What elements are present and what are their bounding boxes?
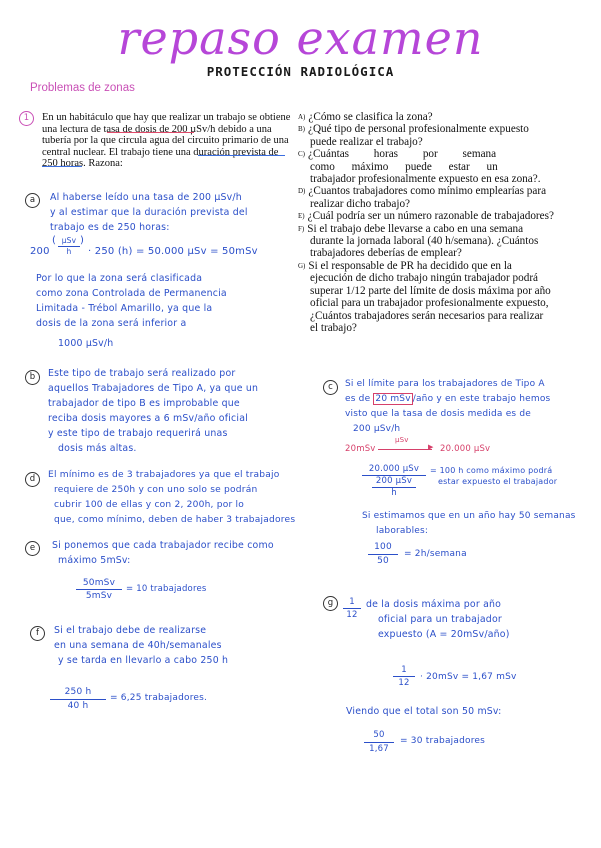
answer-line: reciba dosis mayores a 6 mSv/año oficial: [48, 413, 248, 424]
fraction-denominator: 50: [377, 556, 389, 566]
fraction-numerator: 100: [368, 541, 398, 555]
answer-a-eq-paren-l: (: [52, 235, 57, 246]
answer-g-fraction: [343, 596, 361, 621]
question-g-cont: oficial para un trabajador profesionalmente expuesto,: [310, 297, 549, 310]
conversion-right: 20.000 µSv: [440, 444, 491, 454]
fraction-numerator: 50mSv: [76, 577, 122, 590]
answer-d-badge: d: [25, 472, 40, 487]
questions-list: [298, 111, 580, 334]
answer-a-limit: 1000 µSv/h: [58, 338, 114, 349]
answer-c-fraction-2: [368, 541, 398, 568]
statement-line: En un habitáculo que hay que realizar un trabajo se obtiene: [42, 112, 291, 123]
problem-number-badge: 1: [19, 111, 34, 126]
fraction-denominator: 12: [346, 610, 358, 620]
answer-c-result-1: [430, 465, 557, 487]
answer-text: es de: [345, 394, 371, 404]
answer-line: y se tarda en llevarlo a cabo 250 h: [58, 655, 229, 666]
question-f-cont: durante la jornada laboral (40 h/semana). ¿Cuántos: [310, 235, 539, 248]
answer-b-text: [48, 366, 296, 456]
fraction-numerator: 1: [343, 596, 361, 609]
page-subtitle: PROTECCIÓN RADIOLÓGICA: [206, 64, 395, 79]
fraction-denominator: 1,67: [369, 744, 389, 754]
answer-g-calc-fraction: [393, 664, 415, 689]
fraction-numerator: 50: [364, 729, 394, 743]
answer-line: expuesto (A = 20mSv/año): [378, 629, 510, 640]
statement-line: central nuclear. El trabajo tiene una duración prevista de: [42, 146, 279, 158]
answer-c-badge: c: [323, 380, 338, 395]
question-g: [298, 260, 580, 272]
fraction-numerator: 250 h: [50, 686, 106, 700]
answer-line: que, como mínimo, deben de haber 3 trabajadores: [54, 515, 296, 525]
answer-a-badge: a: [25, 193, 40, 208]
answer-c-result-2: = 2h/semana: [404, 549, 467, 559]
answer-a-eq-pre: 200: [30, 246, 50, 257]
question-b: [298, 123, 580, 135]
answer-e-result: = 10 trabajadores: [126, 584, 207, 594]
question-e: [298, 210, 580, 222]
answer-a-eq-fraction: [58, 236, 80, 257]
answer-c-weeks: [362, 509, 594, 539]
question-a: [298, 111, 580, 123]
answer-line: dosis más altas.: [58, 443, 137, 454]
page-title: repaso examen: [117, 11, 484, 65]
answer-line: Si el límite para los trabajadores de Tipo A: [345, 379, 545, 389]
answer-g-total: Viendo que el total son 50 mSv:: [346, 706, 502, 717]
fraction-denominator: h: [66, 247, 72, 256]
answer-line: como zona Controlada de Permanencia: [36, 288, 227, 299]
question-label: A): [298, 113, 306, 121]
answer-line: = 100 h como máximo podrá: [430, 466, 553, 475]
answer-d-text: [48, 468, 300, 528]
fraction-numerator: µSv: [58, 236, 80, 247]
answer-line: Al haberse leído una tasa de 200 µSv/h: [50, 192, 242, 203]
question-g-cont: ¿Cuántos trabajadores serán necesarios para realizar: [310, 309, 544, 322]
answer-line: máximo 5mSv:: [58, 555, 131, 566]
answer-line: Si el trabajo debe de realizarse: [54, 625, 207, 636]
fraction-numerator: 20.000 µSv: [362, 464, 426, 476]
answer-b-badge: b: [25, 370, 40, 385]
answer-f-badge: f: [30, 626, 45, 641]
problem-statement: [42, 112, 292, 170]
answer-f-result: = 6,25 trabajadores.: [110, 693, 208, 703]
answer-a-text: [50, 190, 295, 235]
answer-line: de la dosis máxima por año: [366, 599, 502, 610]
answer-e-badge: e: [25, 541, 40, 556]
answer-g-badge: g: [323, 596, 338, 611]
fraction-denominator-unit: h: [391, 488, 397, 498]
answer-a-eq-post: · 250 (h) = 50.000 µSv = 50mSv: [88, 246, 258, 257]
answer-line: requiere de 250h y con uno solo se podrán: [54, 485, 258, 495]
answer-line: trabajo es de 250 horas:: [50, 222, 170, 233]
answer-line: oficial para un trabajador: [378, 614, 502, 625]
answer-f-text: [54, 623, 299, 668]
answer-a-conclusion: [36, 271, 296, 331]
answer-line: laborables:: [376, 526, 429, 536]
arrow-head-icon: ▶: [428, 444, 434, 451]
question-c-cont: como máximo puede estar un: [310, 160, 498, 173]
answer-line: trabajador de tipo B es improbable que: [48, 398, 240, 409]
fraction-denominator: 40 h: [67, 701, 89, 711]
answer-g-final-fraction: [364, 729, 394, 756]
question-label: G): [298, 261, 306, 270]
question-d: [298, 185, 580, 197]
question-d-cont: realizar dicho trabajo?: [310, 197, 411, 210]
answer-line: y al estimar que la duración prevista del: [50, 207, 248, 218]
answer-line: Este tipo de trabajo será realizado por: [48, 368, 236, 379]
answer-text: /año y en este trabajo hemos: [412, 394, 551, 404]
fraction-denominator: 5mSv: [85, 591, 113, 601]
answer-line: Si estimamos que en un año hay 50 semanas: [362, 511, 576, 521]
question-text: ¿Qué tipo de personal profesionalmente expuesto: [308, 123, 529, 136]
fraction-numerator: 1: [393, 664, 415, 677]
answer-line: 200 µSv/h: [353, 424, 401, 434]
answer-e-text: [52, 538, 297, 568]
hours-underline: [42, 166, 82, 167]
question-text: ¿Cuántas horas por semana: [308, 148, 497, 161]
question-g-cont: ejecución de dicho trabajo ningún trabajador podrá: [310, 272, 539, 285]
question-b-cont: puede realizar el trabajo?: [310, 135, 423, 148]
answer-line: Por lo que la zona será clasificada: [36, 273, 203, 284]
question-f: [298, 223, 580, 235]
question-f-cont: trabajadores deberías de emplear?: [310, 247, 462, 260]
statement-line: tubería por la que circula agua del circuito primario de una: [42, 135, 289, 147]
question-c-cont: trabajador profesionalmente expuesto en esa zona?.: [310, 173, 541, 186]
fraction-denominator: 12: [398, 678, 410, 688]
duration-underline: [198, 155, 285, 156]
statement-line: una lectura de tasa de dosis de 200 µSv/h debido a una: [42, 123, 272, 135]
answer-line: estar expuesto el trabajador: [438, 477, 558, 486]
question-label: B): [298, 125, 305, 134]
answer-line: dosis de la zona será inferior a: [36, 318, 187, 329]
question-text: Si el trabajo debe llevarse a cabo en una semana: [307, 222, 524, 235]
question-label: C): [298, 150, 305, 159]
question-g-cont: el trabajo?: [310, 321, 357, 334]
answer-g-final-result: = 30 trabajadores: [400, 736, 486, 746]
conversion-left: 20mSv: [345, 444, 376, 454]
question-text: Si el responsable de PR ha decidido que en la: [308, 259, 512, 272]
answer-line: en una semana de 40h/semanales: [54, 640, 222, 651]
answer-c-fraction-1: [362, 464, 426, 499]
question-label: E): [298, 212, 305, 221]
answer-line: cubrir 100 de ellas y con 2, 200h, por lo: [54, 500, 244, 510]
question-text: ¿Cuál podría ser un número razonable de trabajadores?: [307, 210, 554, 223]
answer-f-fraction: [50, 686, 106, 713]
answer-line: aquellos Trabajadores de Tipo A, ya que un: [48, 383, 259, 394]
fraction-denominator: 200 µSv: [372, 476, 416, 488]
answer-c-text: [345, 377, 590, 437]
question-label: D): [298, 187, 306, 196]
answer-g-calc-result: · 20mSv = 1,67 mSv: [420, 672, 517, 682]
answer-line: visto que la tasa de dosis medida es de: [345, 409, 532, 419]
question-text: ¿Cuantos trabajadores como mínimo emplearías para: [308, 185, 547, 198]
conversion-arrow-label: µSv: [395, 436, 409, 444]
answer-line: y este tipo de trabajo requerirá unas: [48, 428, 228, 439]
question-c: [298, 148, 580, 160]
dose-rate-underline: [107, 132, 194, 133]
section-title: Problemas de zonas: [30, 82, 135, 94]
answer-line: Si ponemos que cada trabajador recibe como: [52, 540, 274, 551]
conversion-arrow-icon: [378, 449, 432, 450]
answer-a-eq-paren-r: ): [80, 235, 85, 246]
question-text: ¿Cómo se clasifica la zona?: [308, 111, 433, 123]
annual-limit-highlight: 20 mSv: [375, 394, 411, 404]
question-label: F): [298, 224, 305, 233]
answer-line: El mínimo es de 3 trabajadores ya que el trabajo: [48, 470, 280, 480]
answer-line: Limitada - Trébol Amarillo, ya que la: [36, 303, 213, 314]
question-g-cont: superar 1/12 parte del límite de dosis máxima por año: [310, 284, 551, 297]
statement-line: 250 horas. Razona:: [42, 158, 123, 170]
answer-e-fraction: [76, 577, 122, 602]
answer-g-text: [366, 597, 596, 642]
